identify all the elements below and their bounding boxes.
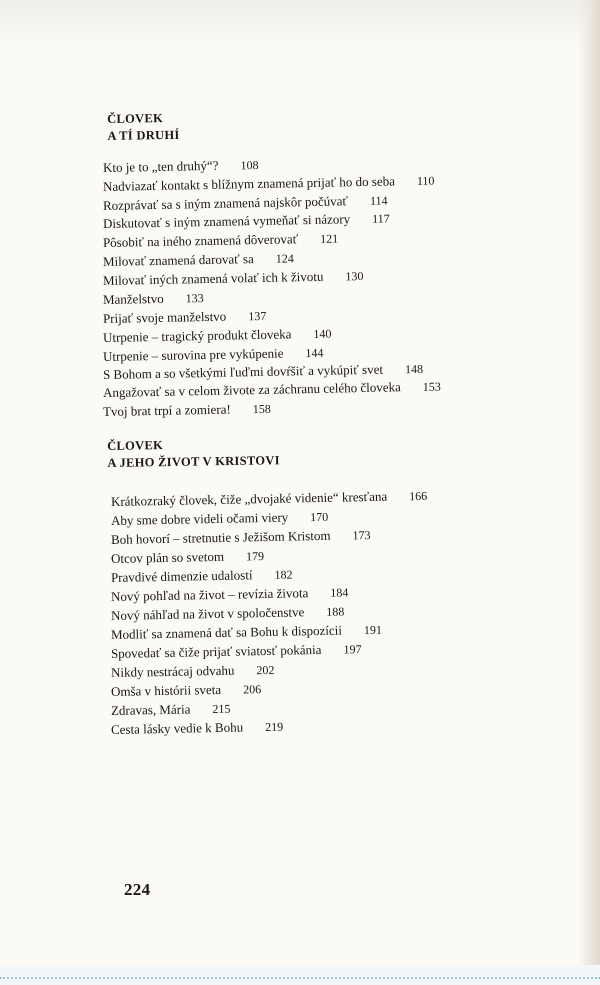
toc-entry-page: 179 <box>245 549 265 564</box>
toc-entry-title: Pravdivé dimenzie udalostí <box>110 567 253 585</box>
toc-entry-page: 191 <box>363 622 383 638</box>
toc-entry-page: 158 <box>252 401 271 417</box>
section-title-line: A JEHO ŽIVOT V KRISTOVI <box>107 453 280 470</box>
toc-entry <box>103 308 267 327</box>
toc-entry-title: Kto je to „ten druhý“? <box>102 157 219 175</box>
toc-entry-title: Cesta lásky vedie k Bohu <box>110 719 244 737</box>
toc-entry <box>111 622 382 643</box>
section-title-line: ČLOVEK <box>107 111 164 126</box>
toc-entry-title: Nový pohľad na život – revízia života <box>110 585 309 604</box>
toc-entry <box>111 681 261 700</box>
toc-entry-title: Spovedať sa čiže prijať sviatosť pokánia <box>110 641 322 661</box>
toc-entry <box>111 641 362 662</box>
toc-entry-page: 108 <box>240 158 259 173</box>
toc-entry-title: Nadviazať kontakt s blížnym znamená prijať ho do seba <box>102 173 396 194</box>
toc-entry-page: 130 <box>345 269 364 284</box>
toc-entry <box>103 401 271 420</box>
toc-entry-page: 148 <box>404 361 424 377</box>
toc-entry-page: 144 <box>305 345 324 361</box>
toc-entry-title: Aby sme dobre videli očami viery <box>110 509 289 528</box>
page-top-shadow <box>0 0 600 52</box>
toc-entry-title: Diskutovať s iným znamená vymeňať si názory <box>102 211 351 231</box>
toc-entry-page: 124 <box>275 251 294 266</box>
toc-entry <box>111 488 427 510</box>
toc-entry-title: Prijať svoje manželstvo <box>102 308 227 326</box>
toc-entry-page: 202 <box>256 662 275 678</box>
toc-entry-page: 114 <box>369 193 388 208</box>
toc-entry-title: Manželstvo <box>102 290 164 307</box>
toc-entry <box>111 662 275 681</box>
toc-entry-title: Krátkozraký človek, čiže „dvojaké videnie“ kresťana <box>110 488 388 509</box>
toc-entry-title: Otcov plán so svetom <box>110 548 225 566</box>
toc-entry-page: 153 <box>422 379 441 394</box>
toc-entry-title: Utrpenie – tragický produkt človeka <box>102 326 292 345</box>
toc-entry-page: 188 <box>326 604 345 619</box>
toc-entry-title: Milovať znamená darovať sa <box>102 251 254 269</box>
section-title-line: ČLOVEK <box>107 438 164 453</box>
toc-entry-page: 117 <box>372 211 390 226</box>
toc-entry-page: 166 <box>409 488 428 504</box>
section-title-line: A TÍ DRUHÍ <box>107 127 180 143</box>
toc-entry-title: S Bohom a so všetkými ľuďmi dovŕšiť a vykúpiť svet <box>102 361 384 382</box>
toc-entry-title: Zdravas, Mária <box>110 701 191 718</box>
toc-entry-page: 206 <box>242 682 262 697</box>
toc-entry-title: Boh hovorí – stretnutie s Ježišom Kristom <box>110 527 331 547</box>
toc-entry-page: 137 <box>248 308 267 324</box>
scan-dotted-edge <box>0 977 600 979</box>
page-number: 224 <box>124 880 151 899</box>
toc-entry-page: 197 <box>343 642 362 657</box>
toc-entry-title: Omša v histórii sveta <box>110 681 222 699</box>
toc-entry-page: 184 <box>330 585 349 600</box>
toc-entry-page: 182 <box>274 567 293 582</box>
toc-entry-page: 121 <box>320 231 339 246</box>
toc-entry-page: 140 <box>313 326 332 341</box>
toc-entry-page: 110 <box>416 173 435 188</box>
toc-entry <box>103 345 324 365</box>
toc-entry-page: 219 <box>264 719 284 735</box>
toc-entry <box>111 509 329 529</box>
toc-entry <box>103 250 294 270</box>
toc-entry <box>111 604 345 624</box>
toc-entry-title: Modliť sa znamená dať sa Bohu k dispozícii <box>110 622 343 642</box>
toc-entry <box>111 567 293 586</box>
toc-entry <box>111 527 371 548</box>
section-title-clovek-a-jeho-zivot <box>107 435 280 472</box>
toc-entry <box>111 584 349 605</box>
toc-entry <box>103 290 204 308</box>
page-right-edge <box>578 0 600 985</box>
toc-entry <box>103 210 390 232</box>
toc-entry <box>111 719 283 738</box>
toc-entry-page: 170 <box>310 509 329 525</box>
toc-entry-page: 133 <box>185 291 204 306</box>
toc-entry-title: Nový náhľad na život v spoločenstve <box>110 604 305 623</box>
toc-entry-title: Rozprávať sa s iným znamená najskôr počúvať <box>102 193 349 213</box>
section-title-clovek-a-ti-druhi <box>107 110 180 145</box>
toc-entry-title: Angažovať sa v celom živote za záchranu celého človeka <box>102 379 401 400</box>
toc-entry <box>103 157 259 176</box>
toc-entry-title: Utrpenie – surovina pre vykúpenie <box>102 345 284 364</box>
toc-entry <box>111 701 231 719</box>
toc-entry <box>103 326 332 346</box>
toc-entry-page: 215 <box>212 701 231 717</box>
scan-bottom-strip <box>0 965 600 985</box>
toc-entry <box>103 268 364 289</box>
toc-entry-page: 173 <box>352 528 371 543</box>
toc-entry-title: Milovať iných znamená volať ich k životu <box>102 268 324 288</box>
toc-entry-title: Nikdy nestrácaj odvahu <box>110 662 235 680</box>
toc-entry-title: Pôsobiť na iného znamená dôverovať <box>102 231 299 250</box>
toc-entry <box>103 230 338 251</box>
toc-entry-title: Tvoj brat trpí a zomiera! <box>102 401 231 419</box>
toc-entry <box>111 548 264 567</box>
